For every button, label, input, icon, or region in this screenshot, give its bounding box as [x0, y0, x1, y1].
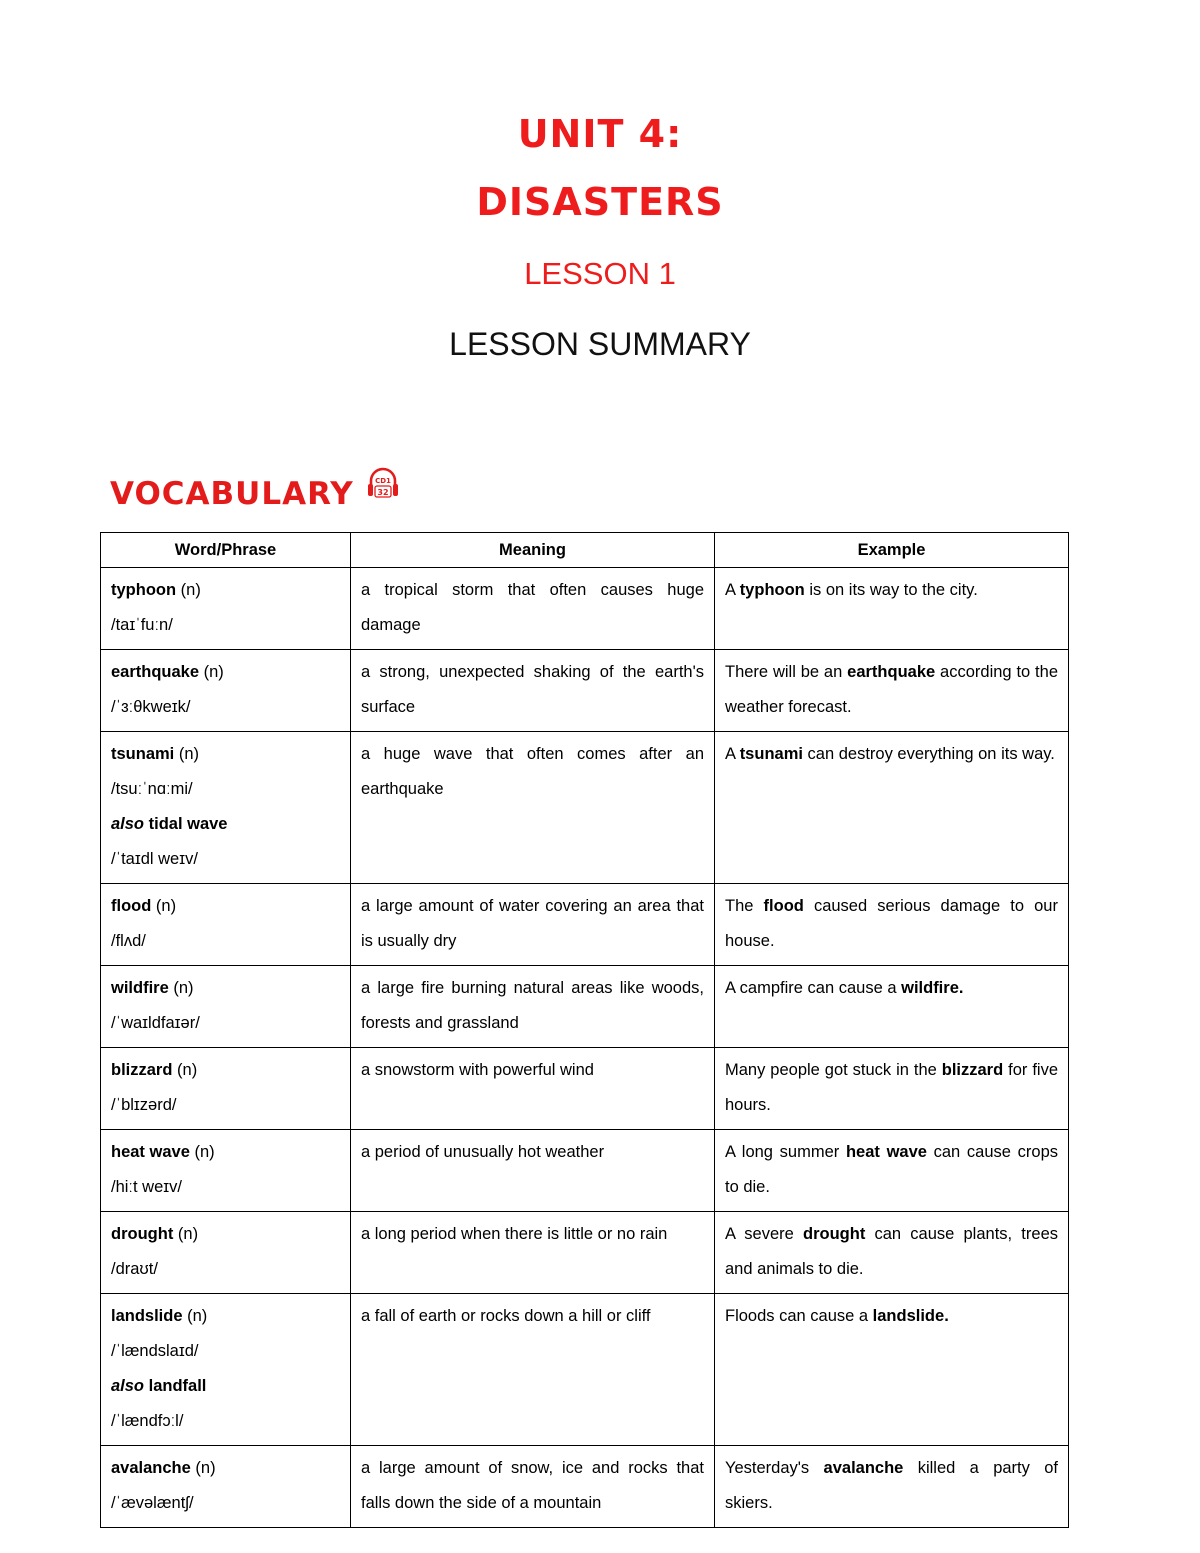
column-header-word: Word/Phrase [101, 533, 351, 568]
lesson-title: LESSON 1 [524, 256, 676, 291]
pronunciation: /ˈwaɪldfaɪər/ [111, 1014, 200, 1032]
audio-badge[interactable] [366, 466, 400, 502]
part-of-speech: (n) [168, 979, 194, 997]
also-pronunciation: /ˈlændfɔːl/ [111, 1412, 184, 1430]
word-cell [101, 650, 351, 732]
word-line [111, 573, 340, 608]
word: flood [111, 897, 152, 915]
meaning-cell: a large fire burning natural areas like woods, forests and grassland [351, 966, 715, 1048]
part-of-speech: (n) [182, 1307, 208, 1325]
example-text-after: can cause crops to die. [725, 1143, 1058, 1196]
table-row [101, 966, 1069, 1048]
lesson-summary-title: LESSON SUMMARY [449, 326, 751, 362]
meaning-cell: a large amount of water covering an area that is usually dry [351, 884, 715, 966]
table-row [101, 732, 1069, 884]
example-text-after: killed a party of skiers. [725, 1459, 1059, 1512]
word: landslide [111, 1307, 183, 1325]
pronunciation: /flʌd/ [111, 932, 146, 950]
example-cell [715, 884, 1069, 966]
pronunciation: /ˈlændslaɪd/ [111, 1342, 199, 1360]
table-row [101, 1446, 1069, 1528]
meaning-cell: a tropical storm that often causes huge damage [351, 568, 715, 650]
example-text-after: for five hours. [725, 1061, 1058, 1114]
example-cell [715, 732, 1069, 884]
topic-title: DISASTERS [476, 180, 724, 224]
meaning-cell: a fall of earth or rocks down a hill or cliff [351, 1294, 715, 1446]
example-keyword: avalanche [823, 1459, 904, 1477]
also-line [111, 1369, 340, 1404]
pronunciation: /hiːt weɪv/ [111, 1178, 182, 1196]
word-cell [101, 884, 351, 966]
example-cell [715, 1130, 1069, 1212]
part-of-speech: (n) [151, 897, 177, 915]
word-line [111, 655, 340, 690]
example-cell [715, 1446, 1069, 1528]
part-of-speech: (n) [176, 581, 201, 599]
word: tsunami [111, 745, 175, 763]
example-cell [715, 1048, 1069, 1130]
part-of-speech: (n) [199, 663, 224, 681]
table-row [101, 1048, 1069, 1130]
part-of-speech: (n) [174, 745, 200, 763]
example-text-after: according to the weather forecast. [725, 663, 1058, 716]
example-keyword: tsunami [739, 745, 803, 763]
pronunciation: /tsuːˈnɑːmi/ [111, 780, 193, 798]
example-cell [715, 1212, 1069, 1294]
word: typhoon [111, 581, 177, 599]
example-keyword: earthquake [847, 663, 936, 681]
word-cell [101, 732, 351, 884]
example-keyword: landslide. [872, 1307, 949, 1325]
meaning-cell: a large amount of snow, ice and rocks that falls down the side of a mountain [351, 1446, 715, 1528]
meaning-cell: a huge wave that often comes after an earthquake [351, 732, 715, 884]
part-of-speech: (n) [172, 1061, 198, 1079]
word-line [111, 889, 340, 924]
also-label: also [111, 815, 145, 833]
word-cell [101, 568, 351, 650]
example-text-after: can destroy everything on its way. [802, 745, 1055, 763]
example-text-before: Yesterday's [725, 1459, 824, 1477]
example-text-before: Many people got stuck in the [725, 1061, 942, 1079]
vocabulary-table [100, 532, 1069, 1528]
unit-title: UNIT 4: [517, 112, 683, 156]
example-cell [715, 1294, 1069, 1446]
example-text-before: There will be an [725, 663, 848, 681]
table-header-row [101, 533, 1069, 568]
meaning-cell: a long period when there is little or no rain [351, 1212, 715, 1294]
part-of-speech: (n) [189, 1143, 215, 1161]
also-word: landfall [144, 1377, 207, 1395]
part-of-speech: (n) [173, 1225, 199, 1243]
example-keyword: blizzard [941, 1061, 1004, 1079]
table-row [101, 1294, 1069, 1446]
pronunciation: /draʊt/ [111, 1260, 158, 1278]
word-line [111, 971, 340, 1006]
audio-badge-line2: 32 [377, 488, 389, 497]
example-text-before: A [725, 581, 740, 599]
example-keyword: typhoon [739, 581, 805, 599]
pronunciation: /ˈævəlæntʃ/ [111, 1494, 194, 1512]
meaning-cell: a snowstorm with powerful wind [351, 1048, 715, 1130]
also-pronunciation: /ˈtaɪdl weɪv/ [111, 850, 198, 868]
pronunciation: /ˈɜːθkweɪk/ [111, 698, 191, 716]
word-line [111, 1217, 340, 1252]
word-line [111, 1053, 340, 1088]
word-cell [101, 1130, 351, 1212]
table-row [101, 884, 1069, 966]
meaning-cell: a strong, unexpected shaking of the earth's surface [351, 650, 715, 732]
example-text-before: A campfire can cause a [725, 979, 902, 997]
example-cell [715, 650, 1069, 732]
example-keyword: flood [763, 897, 804, 915]
example-text-after: can cause plants, trees and animals to die. [725, 1225, 1058, 1278]
example-text-after: is on its way to the city. [804, 581, 978, 599]
table-row [101, 1130, 1069, 1212]
word: wildfire [111, 979, 169, 997]
example-cell [715, 568, 1069, 650]
column-header-meaning: Meaning [351, 533, 715, 568]
example-text-before: A long summer [725, 1143, 846, 1161]
example-text-before: The [725, 897, 764, 915]
part-of-speech: (n) [190, 1459, 216, 1477]
word: earthquake [111, 663, 200, 681]
meaning-cell: a period of unusually hot weather [351, 1130, 715, 1212]
example-text-before: Floods can cause a [725, 1307, 873, 1325]
also-label: also [111, 1377, 145, 1395]
word-cell [101, 966, 351, 1048]
table-row [101, 650, 1069, 732]
table-row [101, 568, 1069, 650]
pronunciation: /ˈblɪzərd/ [111, 1096, 177, 1114]
word: avalanche [111, 1459, 191, 1477]
word-line [111, 1135, 340, 1170]
table-row [101, 1212, 1069, 1294]
column-header-example: Example [715, 533, 1069, 568]
example-keyword: wildfire. [901, 979, 964, 997]
word-cell [101, 1212, 351, 1294]
word-line [111, 1299, 340, 1334]
pronunciation: /taɪˈfuːn/ [111, 616, 173, 634]
word: heat wave [111, 1143, 190, 1161]
headphones-icon [366, 466, 400, 502]
also-word: tidal wave [144, 815, 228, 833]
example-text-before: A [725, 745, 740, 763]
also-line [111, 807, 340, 842]
example-cell [715, 966, 1069, 1048]
vocabulary-heading: VOCABULARY [110, 476, 354, 512]
audio-badge-line1: CD1 [375, 477, 391, 485]
word-line [111, 737, 340, 772]
word-line [111, 1451, 340, 1486]
example-text-before: A severe [725, 1225, 803, 1243]
word: blizzard [111, 1061, 173, 1079]
word-cell [101, 1446, 351, 1528]
example-keyword: drought [803, 1225, 866, 1243]
word: drought [111, 1225, 174, 1243]
word-cell [101, 1294, 351, 1446]
example-text-after: caused serious damage to our house. [725, 897, 1058, 950]
example-keyword: heat wave [845, 1143, 927, 1161]
word-cell [101, 1048, 351, 1130]
